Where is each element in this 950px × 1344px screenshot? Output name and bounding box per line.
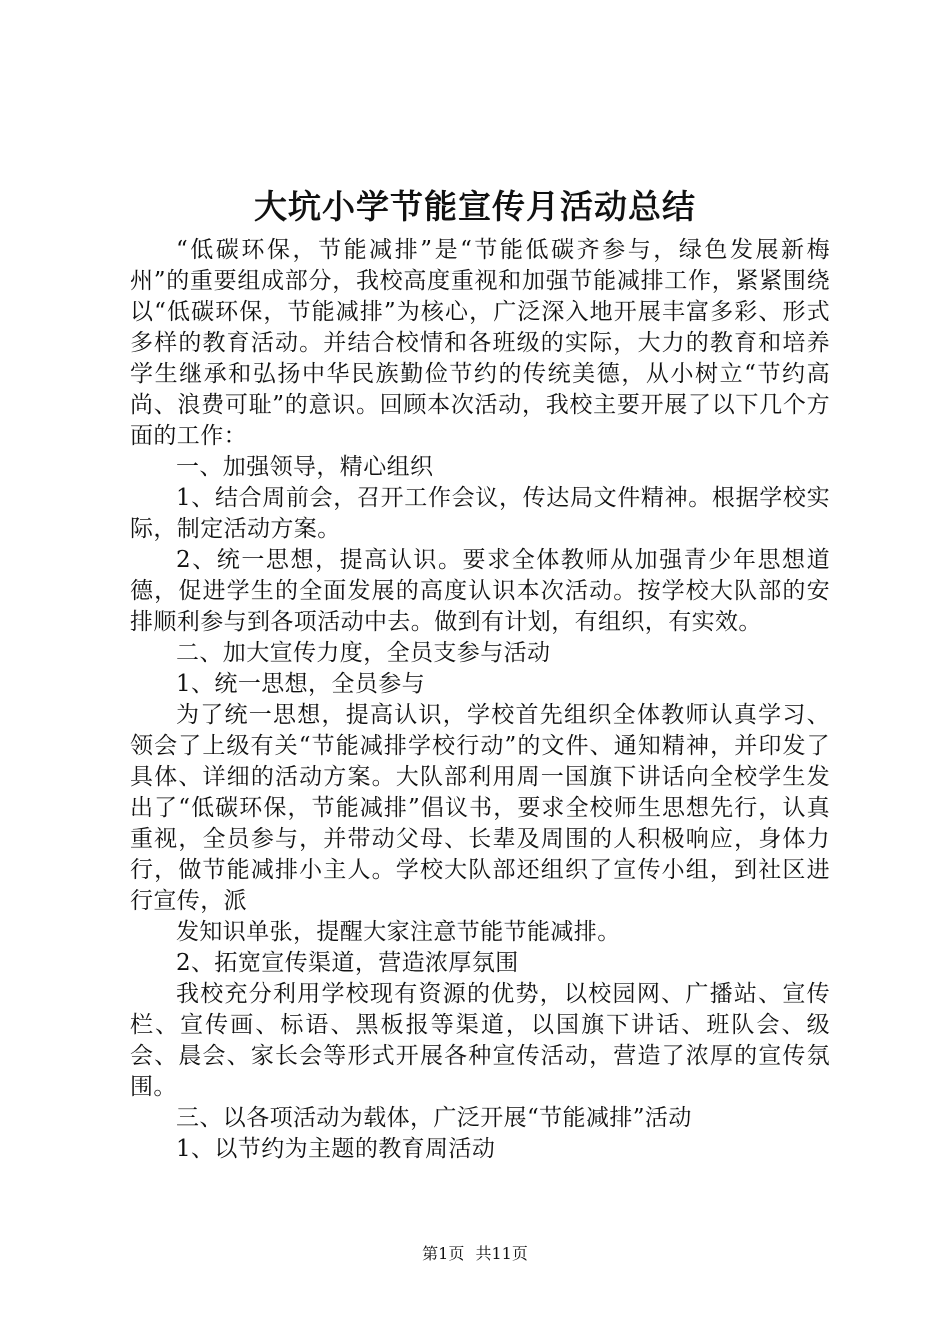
paragraph-1-2: 2、统一思想，提高认识。要求全体教师从加强青少年思想道德，促进学生的全面发展的高度认识本次活动。按学校大队部的安排顺利参与到各项活动中去。做到有计划，有组织，有实效。 bbox=[130, 547, 830, 635]
document-title: 大坑小学节能宣传月活动总结 bbox=[254, 187, 696, 226]
paragraph-2-1-cont: 发知识单张，提醒大家注意节能节能减排。 bbox=[176, 919, 621, 945]
subheading-2-2: 2、拓宽宣传渠道，营造浓厚氛围 bbox=[176, 950, 519, 976]
page-number: 第1页 bbox=[422, 1244, 465, 1263]
page-footer bbox=[0, 1243, 950, 1265]
subheading-2-1: 1、统一思想，全员参与 bbox=[176, 671, 426, 697]
paragraph-1-1: 1、结合周前会，召开工作会议，传达局文件精神。根据学校实际，制定活动方案。 bbox=[130, 485, 830, 542]
paragraph-2-1: 为了统一思想，提高认识，学校首先组织全体教师认真学习、领会了上级有关“节能减排学校行动”的文件、通知精神，并印发了具体、详细的活动方案。大队部利用周一国旗下讲话向全校学生发出了“低碳环保，节能减排”倡议书，要求全校师生思想先行，认真重视，全员参与，并带动父母、长辈及周围的人积极响应，身体力行，做节能减排小主人。学校大队部还组织了宣传小组，到社区进行宣传，派 bbox=[130, 702, 830, 914]
paragraph-intro: “低碳环保，节能减排”是“节能低碳齐参与，绿色发展新梅州”的重要组成部分，我校高度重视和加强节能减排工作，紧紧围绕以“低碳环保，节能减排”为核心，广泛深入地开展丰富多彩、形式多样的教育活动。并结合校情和各班级的实际，大力的教育和培养学生继承和弘扬中华民族勤俭节约的传统美德，从小树立“节约高尚、浪费可耻”的意识。回顾本次活动，我校主要开展了以下几个方面的工作： bbox=[130, 237, 830, 449]
heading-section-1: 一、加强领导，精心组织 bbox=[176, 454, 434, 480]
paragraph-2-2: 我校充分利用学校现有资源的优势，以校园网、广播站、宣传栏、宣传画、标语、黑板报等渠道，以国旗下讲话、班队会、级会、晨会、家长会等形式开展各种宣传活动，营造了浓厚的宣传氛围。 bbox=[130, 981, 830, 1100]
heading-section-2: 二、加大宣传力度，全员支参与活动 bbox=[176, 640, 551, 666]
document-body bbox=[130, 235, 830, 1165]
heading-section-3: 三、以各项活动为载体，广泛开展“节能减排”活动 bbox=[176, 1105, 692, 1131]
page-total: 共11页 bbox=[475, 1244, 528, 1263]
subheading-3-1: 1、以节约为主题的教育周活动 bbox=[176, 1136, 496, 1162]
